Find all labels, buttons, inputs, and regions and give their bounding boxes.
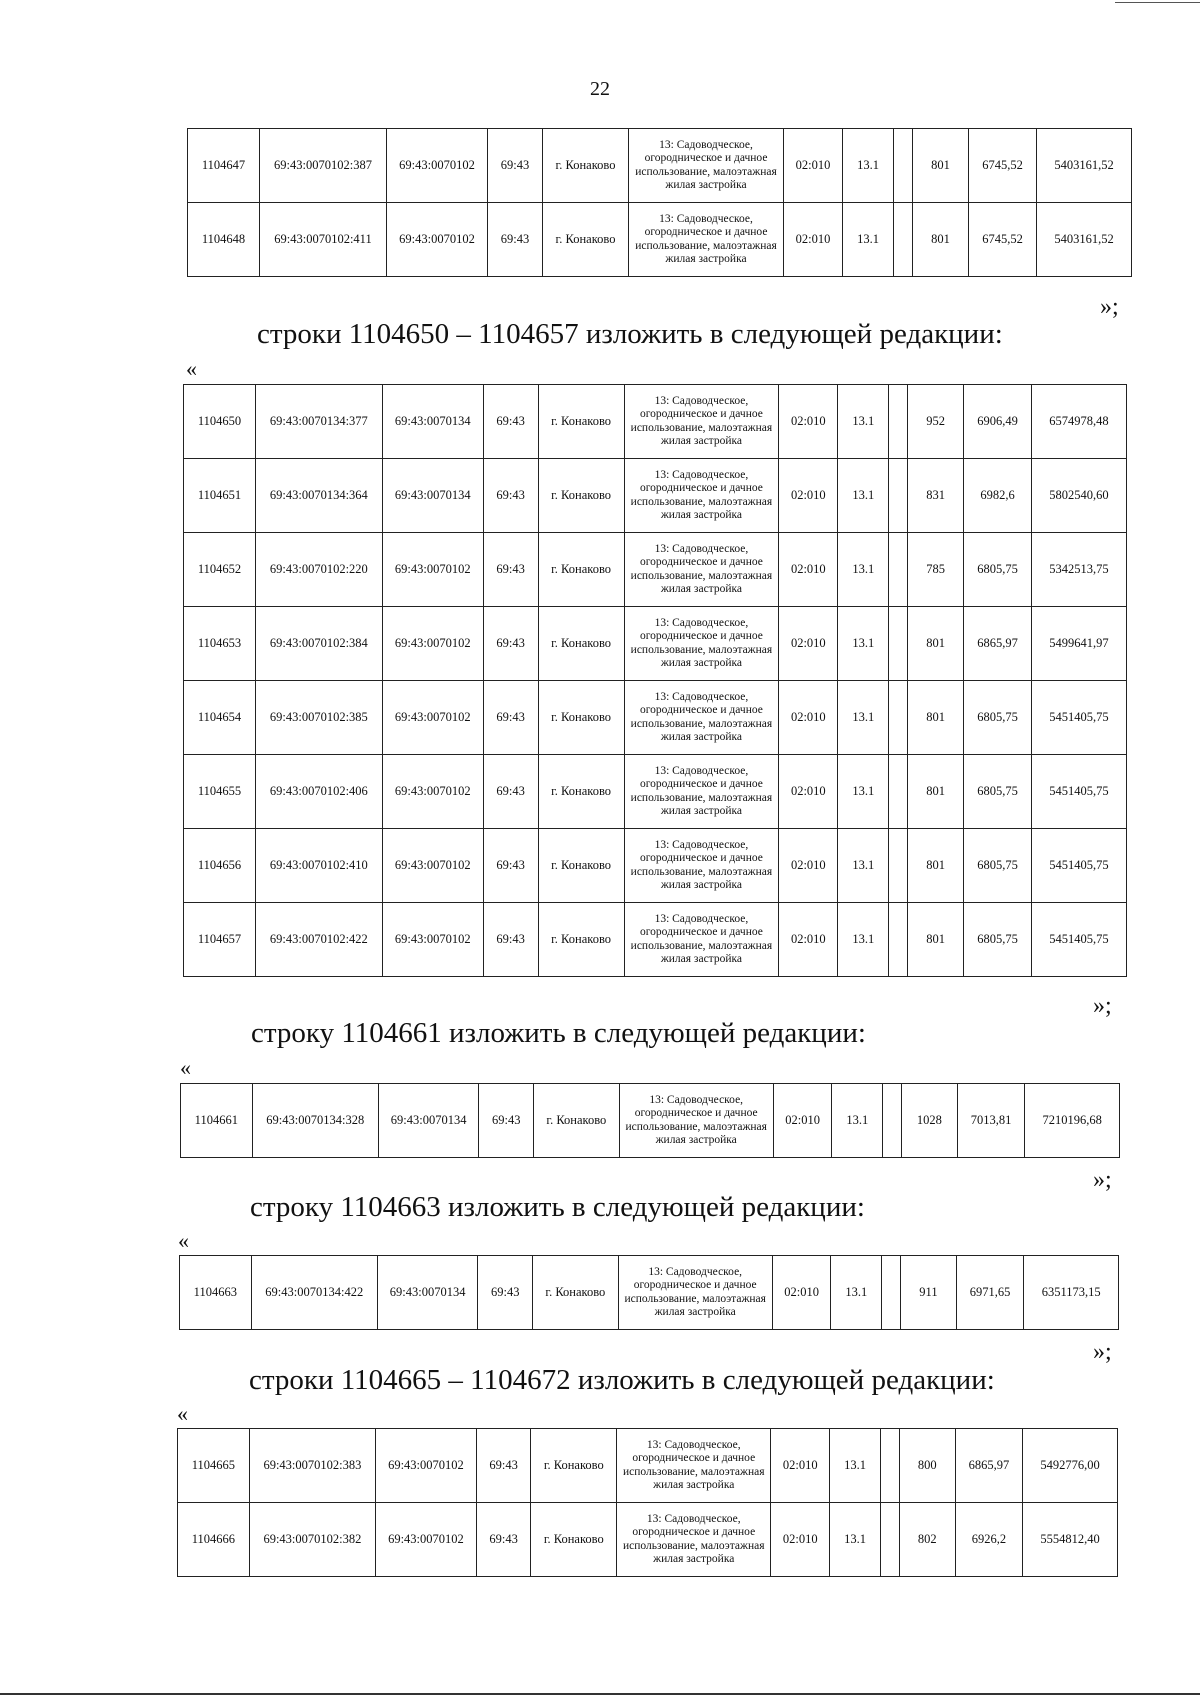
locality: г. Конаково (531, 1503, 617, 1577)
specific-value: 6745,52 (969, 203, 1037, 277)
cadastral-number: 69:43:0070134:364 (255, 459, 382, 533)
cadastral-quarter: 69:43:0070134 (382, 385, 483, 459)
cadastral-quarter: 69:43:0070102 (376, 1503, 477, 1577)
land-use-description: 13: Садоводческое, огородническое и дачное использование, малоэтажная жилая застройка (624, 755, 779, 829)
section-heading: строку 1104663 изложить в следующей редакции: (250, 1191, 865, 1223)
group-code: 13.1 (838, 607, 889, 681)
table-row (184, 829, 1127, 903)
category-code: 02:010 (772, 1256, 831, 1330)
closing-quote: »; (1093, 1167, 1112, 1193)
locality: г. Конаково (538, 607, 624, 681)
group-code: 13.1 (838, 459, 889, 533)
table-row (188, 129, 1132, 203)
scan-edge-line (1115, 2, 1200, 3)
cadastral-value: 6574978,48 (1032, 385, 1127, 459)
section-heading: строки 1104665 – 1104672 изложить в следующей редакции: (249, 1364, 995, 1396)
closing-quote: »; (1093, 1339, 1112, 1365)
category-code: 02:010 (779, 607, 838, 681)
locality: г. Конаково (538, 829, 624, 903)
cadastral-number: 69:43:0070102:383 (249, 1429, 375, 1503)
cadastral-quarter: 69:43:0070102 (382, 755, 483, 829)
cadastral-number: 69:43:0070134:377 (255, 385, 382, 459)
land-use-description: 13: Садоводческое, огородническое и дачное использование, малоэтажная жилая застройка (629, 129, 784, 203)
opening-quote: « (177, 1401, 188, 1426)
row-number: 1104654 (184, 681, 256, 755)
closing-quote: »; (1100, 294, 1119, 320)
cadastral-number: 69:43:0070102:220 (255, 533, 382, 607)
locality: г. Конаково (531, 1429, 617, 1503)
area-value: 801 (908, 681, 964, 755)
district-code: 69:43 (479, 1084, 534, 1158)
area-value: 801 (908, 755, 964, 829)
table-row (178, 1503, 1118, 1577)
district-code: 69:43 (483, 755, 538, 829)
row-number: 1104651 (184, 459, 256, 533)
locality: г. Конаково (533, 1256, 619, 1330)
cadastral-quarter: 69:43:0070102 (382, 829, 483, 903)
table-row (178, 1429, 1118, 1503)
category-code: 02:010 (779, 903, 838, 977)
cadastral-quarter: 69:43:0070102 (382, 607, 483, 681)
row-number: 1104656 (184, 829, 256, 903)
cadastral-value: 5403161,52 (1037, 129, 1132, 203)
register-table (187, 128, 1132, 277)
specific-value: 6805,75 (964, 755, 1032, 829)
district-code: 69:43 (478, 1256, 533, 1330)
group-code: 13.1 (838, 385, 889, 459)
cadastral-value: 5492776,00 (1023, 1429, 1118, 1503)
category-code: 02:010 (784, 203, 843, 277)
specific-value: 6906,49 (964, 385, 1032, 459)
cadastral-quarter: 69:43:0070134 (377, 1256, 477, 1330)
category-code: 02:010 (771, 1503, 830, 1577)
cadastral-number: 69:43:0070134:328 (252, 1084, 378, 1158)
locality: г. Конаково (543, 203, 629, 277)
land-use-description: 13: Садоводческое, огородническое и дачное использование, малоэтажная жилая застройка (629, 203, 784, 277)
locality: г. Конаково (543, 129, 629, 203)
land-use-description: 13: Садоводческое, огородническое и дачное использование, малоэтажная жилая застройка (624, 459, 779, 533)
cadastral-value: 5451405,75 (1032, 681, 1127, 755)
opening-quote: « (180, 1055, 191, 1080)
district-code: 69:43 (483, 681, 538, 755)
row-number: 1104647 (188, 129, 260, 203)
district-code: 69:43 (483, 903, 538, 977)
cadastral-quarter: 69:43:0070134 (378, 1084, 478, 1158)
empty-cell (889, 607, 908, 681)
locality: г. Конаково (538, 755, 624, 829)
district-code: 69:43 (488, 129, 543, 203)
group-code: 13.1 (838, 829, 889, 903)
category-code: 02:010 (779, 385, 838, 459)
table-row (180, 1256, 1119, 1330)
empty-cell (883, 1084, 902, 1158)
area-value: 801 (908, 903, 964, 977)
area-value: 785 (908, 533, 964, 607)
cadastral-number: 69:43:0070102:411 (260, 203, 387, 277)
cadastral-number: 69:43:0070102:382 (249, 1503, 375, 1577)
district-code: 69:43 (476, 1429, 531, 1503)
table-row (184, 459, 1127, 533)
empty-cell (889, 829, 908, 903)
cadastral-value: 7210196,68 (1025, 1084, 1119, 1158)
land-use-description: 13: Садоводческое, огородническое и дачное использование, малоэтажная жилая застройка (624, 681, 779, 755)
cadastral-quarter: 69:43:0070102 (376, 1429, 477, 1503)
specific-value: 6745,52 (969, 129, 1037, 203)
row-number: 1104653 (184, 607, 256, 681)
specific-value: 6805,75 (964, 533, 1032, 607)
cadastral-value: 5802540,60 (1032, 459, 1127, 533)
group-code: 13.1 (838, 681, 889, 755)
specific-value: 6865,97 (964, 607, 1032, 681)
category-code: 02:010 (784, 129, 843, 203)
opening-quote: « (178, 1228, 189, 1253)
cadastral-value: 5342513,75 (1032, 533, 1127, 607)
land-use-description: 13: Садоводческое, огородническое и дачное использование, малоэтажная жилая застройка (624, 533, 779, 607)
register-table (179, 1255, 1119, 1330)
cadastral-number: 69:43:0070102:406 (255, 755, 382, 829)
register-table (180, 1083, 1120, 1158)
row-number: 1104663 (180, 1256, 252, 1330)
row-number: 1104652 (184, 533, 256, 607)
empty-cell (894, 203, 913, 277)
group-code: 13.1 (832, 1084, 883, 1158)
area-value: 800 (899, 1429, 955, 1503)
district-code: 69:43 (476, 1503, 531, 1577)
district-code: 69:43 (483, 607, 538, 681)
cadastral-value: 5499641,97 (1032, 607, 1127, 681)
locality: г. Конаково (538, 903, 624, 977)
row-number: 1104655 (184, 755, 256, 829)
land-use-description: 13: Садоводческое, огородническое и дачное использование, малоэтажная жилая застройка (624, 607, 779, 681)
table-row (184, 607, 1127, 681)
empty-cell (880, 1503, 899, 1577)
register-table (183, 384, 1127, 977)
group-code: 13.1 (838, 755, 889, 829)
cadastral-number: 69:43:0070102:384 (255, 607, 382, 681)
area-value: 801 (913, 203, 969, 277)
locality: г. Конаково (538, 533, 624, 607)
category-code: 02:010 (779, 533, 838, 607)
specific-value: 6805,75 (964, 681, 1032, 755)
table-row (184, 681, 1127, 755)
land-use-description: 13: Садоводческое, огородническое и дачное использование, малоэтажная жилая застройка (617, 1503, 771, 1577)
empty-cell (889, 903, 908, 977)
group-code: 13.1 (843, 203, 894, 277)
category-code: 02:010 (779, 755, 838, 829)
empty-cell (889, 459, 908, 533)
cadastral-quarter: 69:43:0070134 (382, 459, 483, 533)
specific-value: 6865,97 (955, 1429, 1023, 1503)
table-row (184, 385, 1127, 459)
table-row (184, 903, 1127, 977)
area-value: 1028 (902, 1084, 958, 1158)
opening-quote: « (186, 356, 197, 381)
cadastral-value: 5451405,75 (1032, 903, 1127, 977)
empty-cell (889, 681, 908, 755)
specific-value: 6926,2 (955, 1503, 1023, 1577)
empty-cell (882, 1256, 901, 1330)
specific-value: 6971,65 (956, 1256, 1024, 1330)
land-use-description: 13: Садоводческое, огородническое и дачное использование, малоэтажная жилая застройка (624, 385, 779, 459)
category-code: 02:010 (779, 681, 838, 755)
area-value: 801 (908, 829, 964, 903)
area-value: 801 (908, 607, 964, 681)
empty-cell (889, 385, 908, 459)
land-use-description: 13: Садоводческое, огородническое и дачное использование, малоэтажная жилая застройка (624, 829, 779, 903)
scan-edge-line (0, 1693, 1200, 1695)
row-number: 1104661 (181, 1084, 253, 1158)
area-value: 952 (908, 385, 964, 459)
area-value: 911 (901, 1256, 957, 1330)
cadastral-value: 5451405,75 (1032, 829, 1127, 903)
table-row (188, 203, 1132, 277)
cadastral-quarter: 69:43:0070102 (387, 203, 488, 277)
cadastral-number: 69:43:0070134:422 (251, 1256, 377, 1330)
specific-value: 6982,6 (964, 459, 1032, 533)
cadastral-quarter: 69:43:0070102 (382, 533, 483, 607)
cadastral-value: 5451405,75 (1032, 755, 1127, 829)
land-use-description: 13: Садоводческое, огородническое и дачное использование, малоэтажная жилая застройка (617, 1429, 771, 1503)
cadastral-quarter: 69:43:0070102 (382, 903, 483, 977)
category-code: 02:010 (779, 829, 838, 903)
district-code: 69:43 (483, 385, 538, 459)
empty-cell (880, 1429, 899, 1503)
area-value: 831 (908, 459, 964, 533)
district-code: 69:43 (488, 203, 543, 277)
cadastral-value: 5403161,52 (1037, 203, 1132, 277)
locality: г. Конаково (538, 385, 624, 459)
table-row (181, 1084, 1120, 1158)
group-code: 13.1 (830, 1503, 881, 1577)
empty-cell (889, 533, 908, 607)
page-number: 22 (590, 78, 610, 100)
group-code: 13.1 (838, 533, 889, 607)
row-number: 1104657 (184, 903, 256, 977)
cadastral-number: 69:43:0070102:387 (260, 129, 387, 203)
cadastral-quarter: 69:43:0070102 (387, 129, 488, 203)
row-number: 1104666 (178, 1503, 250, 1577)
closing-quote: »; (1093, 993, 1112, 1019)
register-table (177, 1428, 1118, 1577)
specific-value: 6805,75 (964, 903, 1032, 977)
district-code: 69:43 (483, 459, 538, 533)
group-code: 13.1 (838, 903, 889, 977)
category-code: 02:010 (773, 1084, 832, 1158)
cadastral-quarter: 69:43:0070102 (382, 681, 483, 755)
locality: г. Конаково (538, 459, 624, 533)
section-heading: строки 1104650 – 1104657 изложить в следующей редакции: (257, 318, 1003, 350)
district-code: 69:43 (483, 829, 538, 903)
section-heading: строку 1104661 изложить в следующей редакции: (251, 1017, 866, 1049)
cadastral-number: 69:43:0070102:385 (255, 681, 382, 755)
group-code: 13.1 (830, 1429, 881, 1503)
row-number: 1104648 (188, 203, 260, 277)
district-code: 69:43 (483, 533, 538, 607)
specific-value: 6805,75 (964, 829, 1032, 903)
land-use-description: 13: Садоводческое, огородническое и дачное использование, малоэтажная жилая застройка (619, 1084, 773, 1158)
area-value: 802 (899, 1503, 955, 1577)
land-use-description: 13: Садоводческое, огородническое и дачное использование, малоэтажная жилая застройка (624, 903, 779, 977)
category-code: 02:010 (779, 459, 838, 533)
land-use-description: 13: Садоводческое, огородническое и дачное использование, малоэтажная жилая застройка (618, 1256, 772, 1330)
empty-cell (894, 129, 913, 203)
cadastral-number: 69:43:0070102:410 (255, 829, 382, 903)
locality: г. Конаково (534, 1084, 620, 1158)
locality: г. Конаково (538, 681, 624, 755)
group-code: 13.1 (843, 129, 894, 203)
specific-value: 7013,81 (957, 1084, 1025, 1158)
table-row (184, 755, 1127, 829)
row-number: 1104665 (178, 1429, 250, 1503)
row-number: 1104650 (184, 385, 256, 459)
area-value: 801 (913, 129, 969, 203)
cadastral-value: 6351173,15 (1024, 1256, 1118, 1330)
cadastral-value: 5554812,40 (1023, 1503, 1118, 1577)
table-row (184, 533, 1127, 607)
empty-cell (889, 755, 908, 829)
group-code: 13.1 (831, 1256, 882, 1330)
cadastral-number: 69:43:0070102:422 (255, 903, 382, 977)
category-code: 02:010 (771, 1429, 830, 1503)
